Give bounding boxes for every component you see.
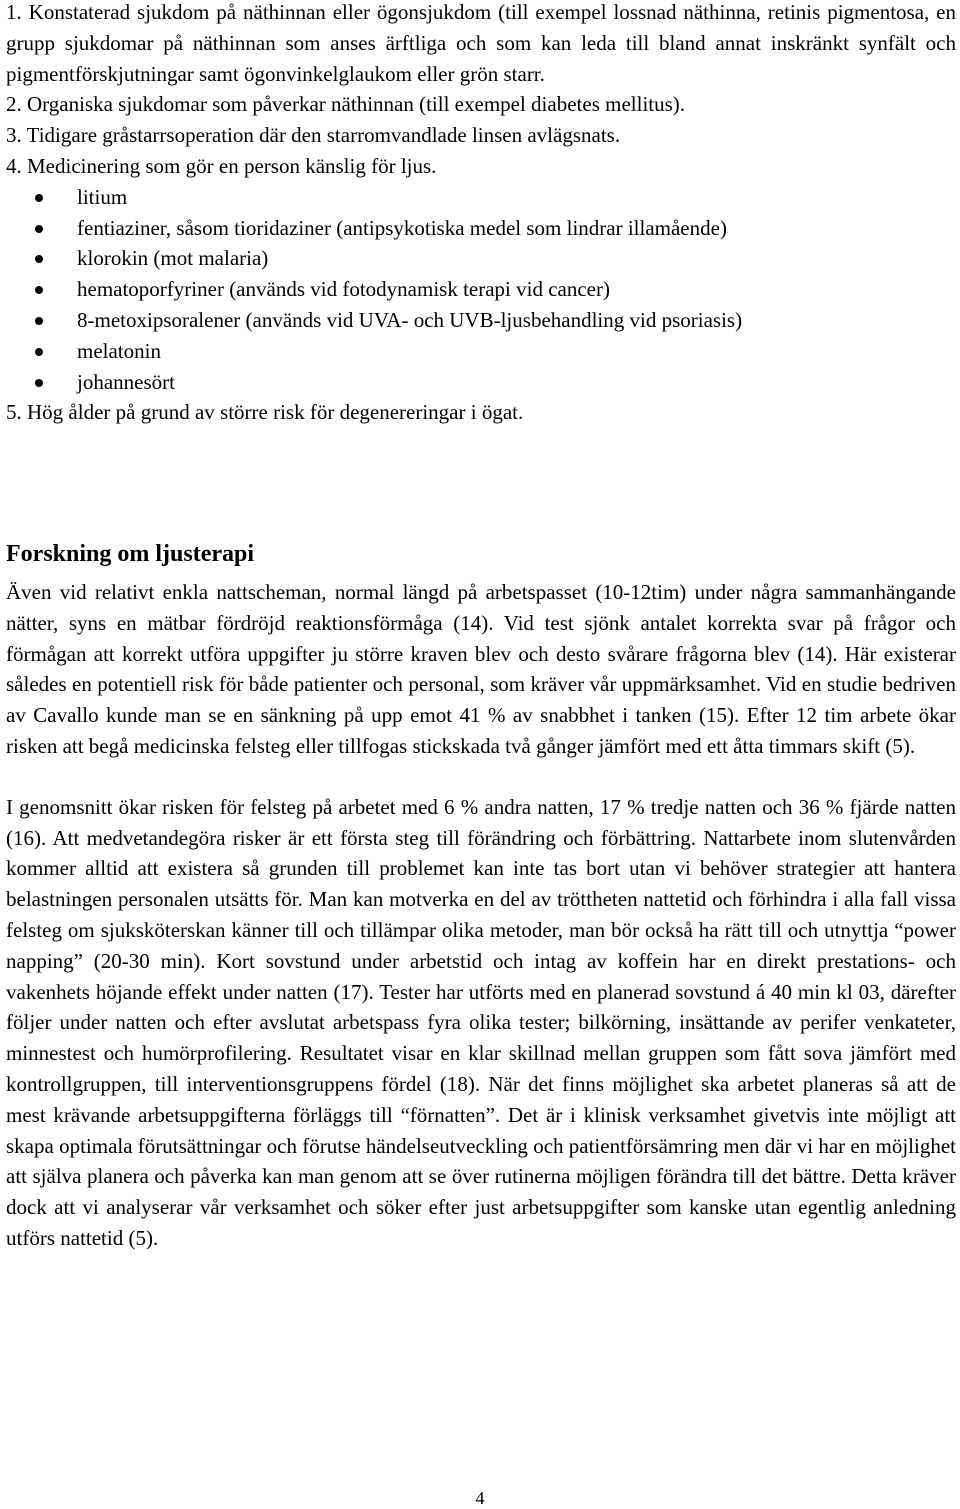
medication-item — [6, 367, 956, 398]
body-paragraph-2: I genomsnitt ökar risken för felsteg på arbetet med 6 % andra natten, 17 % tredje natten och 36 % fjärde natten (16). Att medvetandegöra risker är ett första steg till förändring och förbättring. Nattarbete inom slutenvården kommer alltid att existera så grunden till problemet kan inte tas bort utan vi behöver strategier att hantera belastningen personalen utsätts för. Man kan motverka en del av tröttheten nattetid och förhindra i alla fall vissa felsteg om sjuksköterskan känner till och tillämpar olika metoder, man bör också ha rätt till och utnyttja “power napping” (20-30 min). Kort sovstund under arbetstid och intag av koffein har en direkt prestations- och vakenhets höjande effekt under natten (17). Tester har utförts med en planerad sovstund á 40 min kl 03, därefter följer under natten och efter avslutat arbetspass fyra olika tester; bilkörning, insättande av perifer venkateter, minnestest och humörprofilering. Resultatet visar en klar skillnad mellan gruppen som fått sova jämfört med kontrollgruppen, till interventionsgruppens fördel (18). När det finns möjlighet ska arbetet planeras så att de mest krävande arbetsuppgifterna förläggs till “förnatten”. Det är i klinisk verksamhet givetvis inte möjligt att skapa optimala förutsättningar och förutse händelseutveckling och patientförsämring men där vi har en möjlighet att själva planera och påverka kan man genom att se över rutinerna möjligen förändra till det bättre. Detta kräver dock att vi analyserar vår verksamhet och söker efter just arbetsuppgifter som kanske utan egentlig anledning utförs nattetid (5). — [6, 794, 956, 1250]
medication-label: johannesört — [77, 369, 175, 394]
medication-label: fentiaziner, såsom tioridaziner (antipsykotiska medel som lindrar illamående) — [77, 215, 727, 240]
medication-item — [6, 213, 956, 244]
list-item-5: 5. Hög ålder på grund av större risk för degenereringar i ögat. — [6, 400, 524, 425]
medication-label: litium — [77, 184, 128, 209]
bullet-icon — [35, 225, 43, 233]
medication-item — [6, 336, 956, 367]
medication-label: hematoporfyriner (används vid fotodynamisk terapi vid cancer) — [77, 277, 610, 302]
paragraph-spacer — [6, 762, 956, 792]
list-item-1: 1. Konstaterad sjukdom på näthinnan eller ögonsjukdom (till exempel lossnad näthinna, retinis pigmentosa, en grupp sjukdomar på näthinnan som anses ärftliga och som kan leda till bland annat inskränkt synfält och pigmentförskjutningar samt ögonvinkelglaukom eller grön starr. — [6, 0, 956, 86]
bullet-icon — [35, 348, 43, 356]
medication-list — [6, 182, 956, 398]
medication-item — [6, 274, 956, 305]
medication-item — [6, 305, 956, 336]
body-paragraph-1: Även vid relativt enkla nattscheman, normal längd på arbetspasset (10-12tim) under några sammanhängande nätter, syns en mätbar fördröjd reaktionsförmåga (14). Vid test sjönk antalet korrekta svar på frågor och förmågan att korrekt utföra uppgifter ju större kraven blev och desto svårare frågorna blev (14). Här existerar således en potentiell risk för både patienter och personal, som kräver vår uppmärksamhet. Vid en studie bedriven av Cavallo kunde man se en sänkning på upp emot 41 % av snabbhet i tanken (15). Efter 12 tim arbete ökar risken att begå medicinska felsteg eller tillfogas stickskada två gånger jämfört med ett åtta timmars skift (5). — [6, 580, 956, 758]
bullet-icon — [35, 194, 43, 202]
bullet-icon — [35, 317, 43, 325]
page-number: 4 — [475, 1488, 485, 1508]
risk-factor-list — [6, 0, 956, 428]
bullet-icon — [35, 255, 43, 263]
section-body — [6, 577, 956, 1254]
medication-item — [6, 243, 956, 274]
medication-label: klorokin (mot malaria) — [77, 246, 269, 271]
bullet-icon — [35, 286, 43, 294]
section-heading: Forskning om ljusterapi — [6, 541, 255, 567]
medication-item — [6, 182, 956, 213]
list-item-4: 4. Medicinering som gör en person känslig för ljus. — [6, 153, 437, 178]
medication-label: 8-metoxipsoralener (används vid UVA- och UVB-ljusbehandling vid psoriasis) — [77, 307, 743, 332]
bullet-icon — [35, 379, 43, 387]
medication-label: melatonin — [77, 338, 161, 363]
list-item-2: 2. Organiska sjukdomar som påverkar näthinnan (till exempel diabetes mellitus). — [6, 92, 686, 117]
list-item-3: 3. Tidigare gråstarrsoperation där den starromvandlade linsen avlägsnats. — [6, 123, 621, 148]
